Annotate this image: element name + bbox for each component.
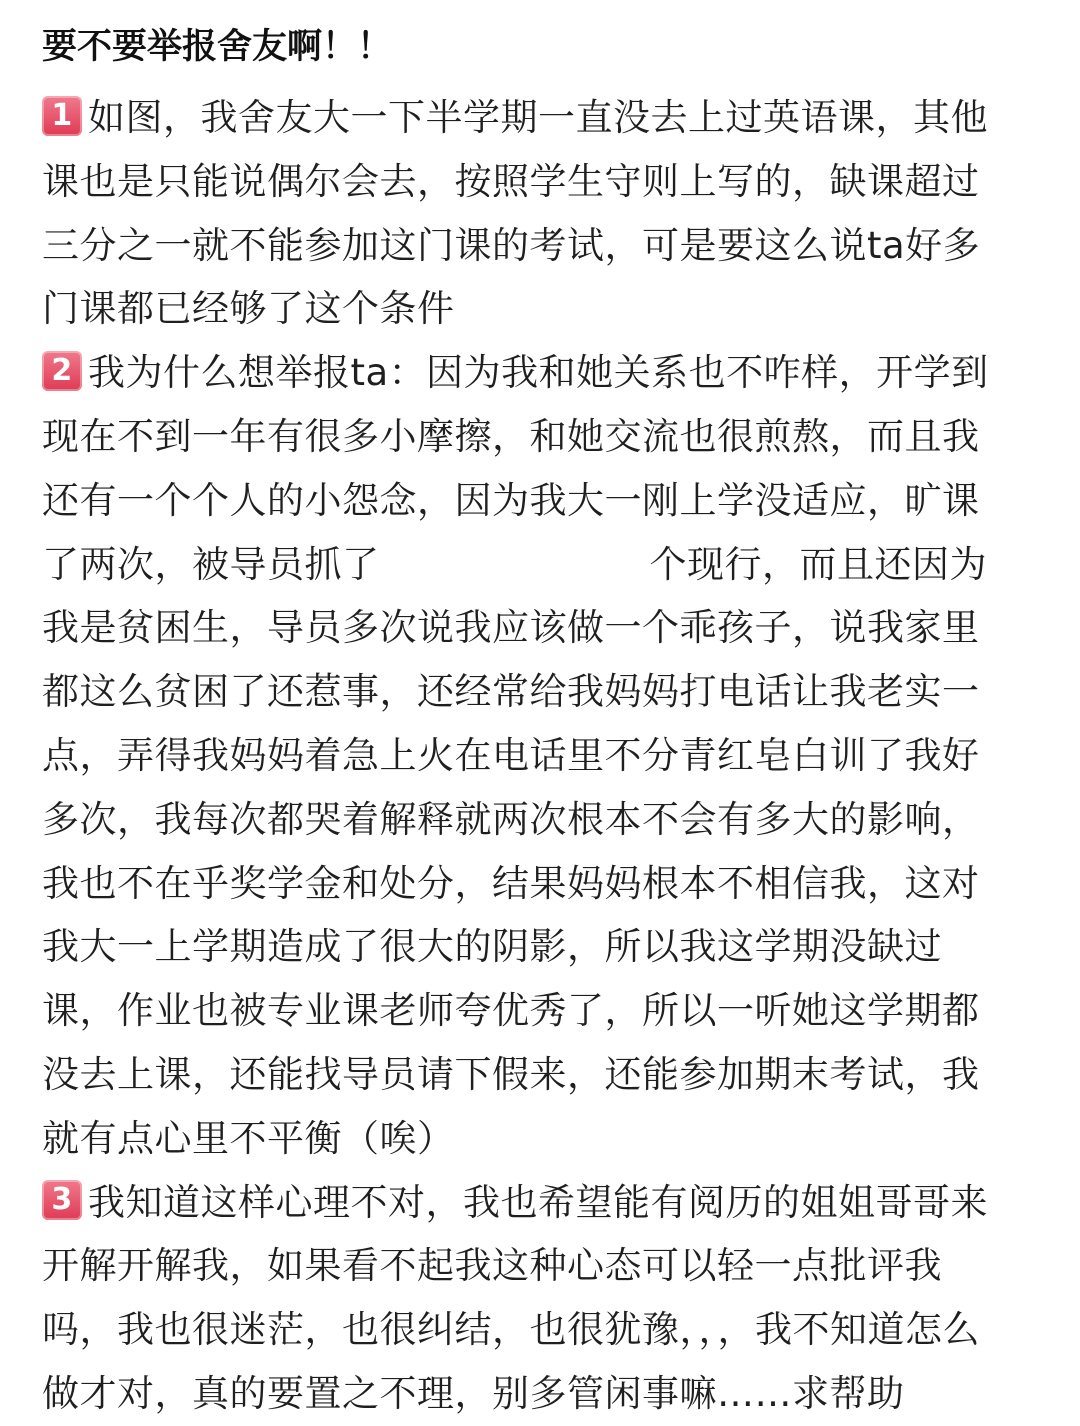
text-line: 点，弄得我妈妈着急上火在电话里不分青红皂白训了我好 [42,733,980,777]
text-line: 我也不在乎奖学金和处分，结果妈妈根本不相信我，这对 [42,861,980,905]
number-3-icon: 3 [42,1180,82,1220]
text-line: 现在不到一年有很多小摩擦，和她交流也很煎熬，而且我 [42,414,980,458]
text-line: 三分之一就不能参加这门课的考试，可是要这么说ta好多 [42,223,981,267]
text-line: 了两次，被导员抓了 个现行，而且还因为 [42,542,987,586]
text-line: 开解开解我，如果看不起我这种心态可以轻一点批评我 [42,1244,942,1288]
text-line: 2 我为什么想举报ta：因为我和她关系也不咋样，开学到 [42,341,1032,405]
post-body [42,86,1032,1426]
text-line: 做才对，真的要置之不理，别多管闲事嘛……求帮助 [42,1371,905,1415]
text-line: 门课都已经够了这个条件 [42,287,455,331]
text-line: 我是贫困生，导员多次说我应该做一个乖孩子，说我家里 [42,606,980,650]
text-line: 就有点心里不平衡（唉） [42,1116,455,1160]
text-line: 1 如图，我舍友大一下半学期一直没去上过英语课，其他 [42,86,1032,150]
text-line: 没去上课，还能找导员请下假来，还能参加期末考试，我 [42,1052,980,1096]
redacted-region [380,546,650,586]
text-line: 都这么贫困了还惹事，还经常给我妈妈打电话让我老实一 [42,670,980,714]
number-1-icon: 1 [42,96,82,136]
text-line: 3 我知道这样心理不对，我也希望能有阅历的姐姐哥哥来 [42,1171,1032,1235]
post-title: 要不要举报舍友啊！！ [42,27,393,67]
number-2-icon: 2 [42,351,82,391]
text-line: 多次，我每次都哭着解释就两次根本不会有多大的影响， [42,797,980,841]
text-line: 还有一个个人的小怨念，因为我大一刚上学没适应，旷课 [42,478,980,522]
text-line: 课也是只能说偶尔会去，按照学生守则上写的，缺课超过 [42,159,980,203]
text-line: 课，作业也被专业课老师夸优秀了，所以一听她这学期都 [42,989,980,1033]
text-line: 我大一上学期造成了很大的阴影，所以我这学期没缺过 [42,925,942,969]
text-line: 吗，我也很迷茫，也很纠结，也很犹豫，，，我不知道怎么 [42,1308,980,1352]
post-content [42,0,1032,1426]
